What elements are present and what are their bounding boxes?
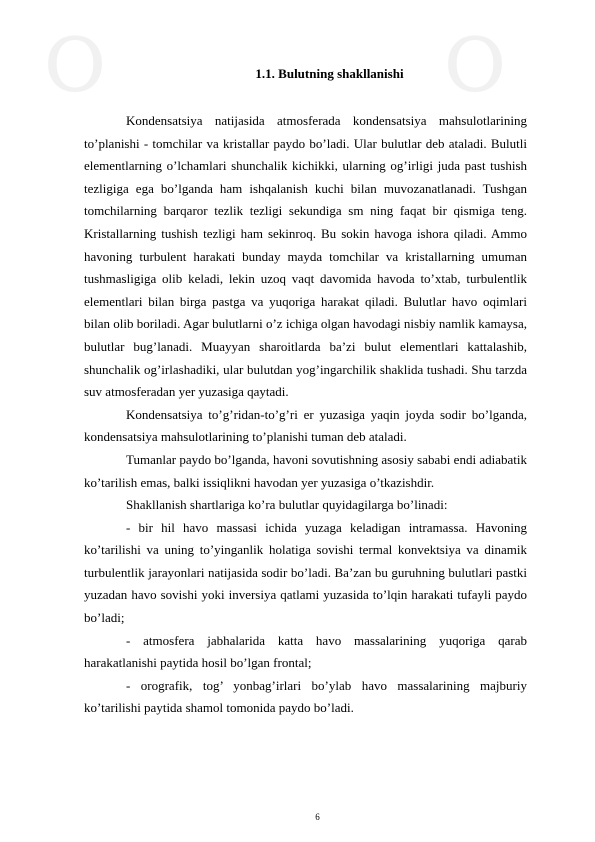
paragraph: Shakllanish shartlariga ko’ra bulutlar quyidagilarga bo’linadi:	[126, 497, 448, 513]
paragraph: Kondensatsiya to’g’ridan-to’g’ri er yuzasiga yaqin joyda sodir bo’lganda, kondensatsiya mahsulotlarining to’planishi tuman deb ataladi.	[84, 406, 527, 445]
list-item: - atmosfera jabhalarida katta havo massalarining yuqoriga qarab harakatlanishi paytida hosil bo’lgan frontal;	[84, 632, 527, 671]
page-number: 6	[315, 812, 320, 822]
paragraph: Tumanlar paydo bo’lganda, havoni sovutishning asosiy sababi endi adiabatik ko’tarilish emas, balki issiqlikni havodan yer yuzasiga o’tkazishdir.	[84, 451, 527, 490]
list-item: - bir hil havo massasi ichida yuzaga keladigan intramassa. Havoning ko’tarilishi va uning to’yinganlik holatiga sovishi termal konvektsiya va dinamik turbulentlik jarayonlari natijasida sodir bo’ladi. Ba’zan bu guruhning bulutlari pastki yuzadan havo sovishi yoki inversiya qatlami yuzasida to’lqin harakati tufayli paydo bo’ladi;	[84, 519, 527, 626]
background-watermark: Ｏ Ｏ	[40, 27, 510, 105]
paragraph: Kondensatsiya natijasida atmosferada kondensatsiya mahsulotlarining to’planishi - tomchilar va kristallar paydo bo’ladi. Ular bulutlar deb ataladi. Bulutli elementlarning o’lchamlari shunchalik kichikki, ularning og’irligi juda past tushish tezligiga ega bo’lganda ham ishqalanish kuchi bilan muvozanatlanadi. Tushgan tomchilarning barqaror tezlik tezligi sekundiga sm ning faqat bir qismiga teng. Kristallarning tushish tezligi ham sekinroq. Bu sokin havoga ishora qiladi. Ammo havoning turbulent harakati bunday mayda tomchilar va kristallarning umuman tushmasligiga olib keladi, lekin uzoq vaqt davomida havoda to’xtab, turbulentlik elementlari bilan birga pastga va yuqoriga harakat qiladi. Bulutlar havo oqimlari bilan olib boriladi. Agar bulutlarni o’z ichiga olgan havodagi nisbiy namlik kamaysa, bulutlar bug’lanadi. Muayyan sharoitlarda ba’zi bulut elementlari kattalashib, shunchalik og’irlashadiki, ular bulutdan yog’ingarchilik shaklida tushadi. Shu tarzda suv atmosferadan yer yuzasiga qaytadi.	[84, 113, 527, 400]
body-text	[84, 110, 527, 720]
list-item: - orografik, tog’ yonbag’irlari bo’ylab havo massalarining majburiy ko’tarilishi paytida shamol tomonida paydo bo’ladi.	[84, 677, 527, 716]
section-title: 1.1. Bulutning shakllanishi	[255, 66, 404, 81]
